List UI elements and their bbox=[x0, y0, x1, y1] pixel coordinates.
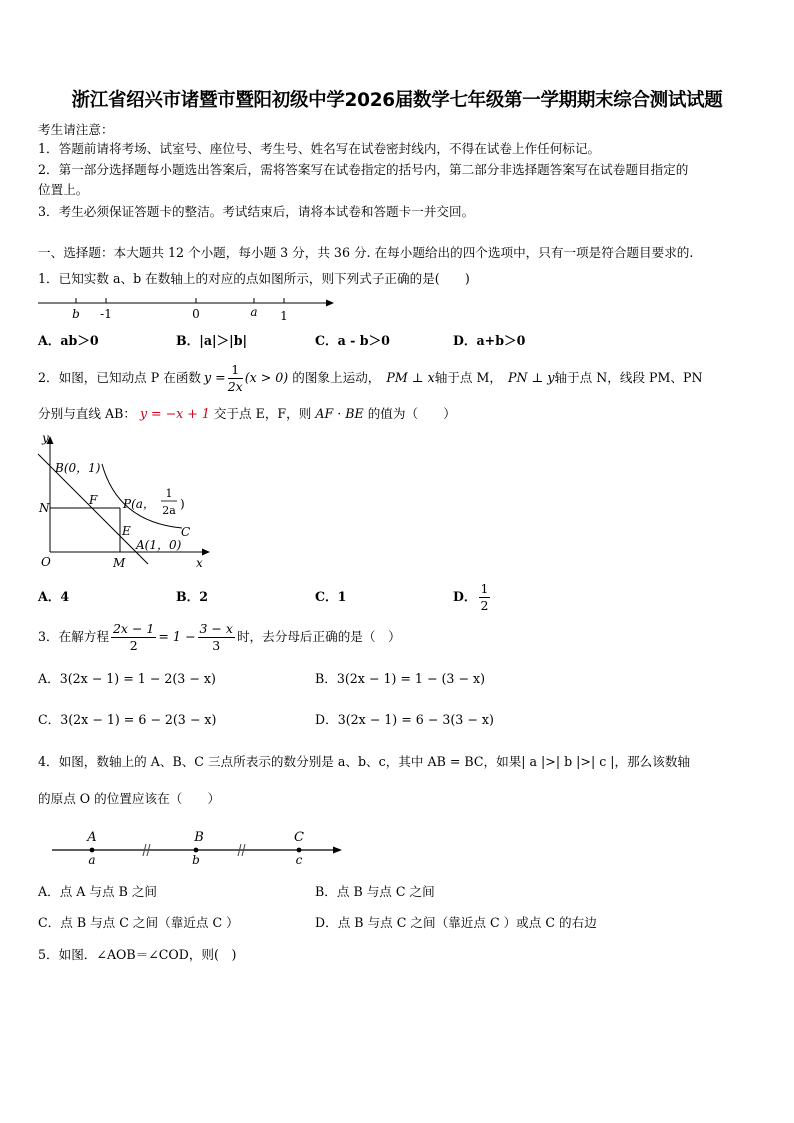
notice-item-1: 1．答题前请将考场、试室号、座位号、考生号、姓名写在试卷密封线内，不得在试卷上作任何标记。 bbox=[38, 141, 601, 156]
q2-stem-b: 的图象上运动， bbox=[292, 370, 381, 385]
q3-fraction-2 bbox=[198, 621, 235, 654]
q4-label-lower-b: b bbox=[192, 853, 200, 867]
q1-option-d: D．a+b＞0 bbox=[453, 333, 526, 348]
q2-option-d-label: D． bbox=[453, 589, 477, 604]
q2-figure bbox=[30, 428, 220, 576]
q2-label-x: x bbox=[196, 556, 203, 570]
q4-option-b: B．点 B 与点 C 之间 bbox=[315, 884, 435, 899]
q2-label-o: O bbox=[41, 555, 51, 569]
q3-option-b: B．3(2x − 1) = 1 − (3 − x) bbox=[315, 671, 486, 686]
q1-stem: 1．已知实数 a、b 在数轴上的对应的点如图所示，则下列式子正确的是( ) bbox=[38, 271, 470, 286]
q1-option-b: B．|a|＞|b| bbox=[176, 333, 248, 348]
q2-perp1: PM ⊥ x bbox=[386, 370, 435, 385]
q2-option-c: C．1 bbox=[315, 589, 347, 604]
q2-stem2-a: 分别与直线 AB： bbox=[38, 406, 136, 421]
q3-f1-num: 2x − 1 bbox=[112, 620, 155, 636]
q2-option-d-num: 1 bbox=[480, 580, 489, 596]
q3-option-d: D．3(2x − 1) = 6 − 3(3 − x) bbox=[315, 712, 494, 727]
q1-label-neg1: -1 bbox=[100, 307, 112, 321]
q4-stem-line2: 的原点 O 的位置应该在（ ） bbox=[38, 791, 221, 806]
q2-label-m: M bbox=[113, 556, 126, 570]
q1-number-line bbox=[36, 295, 336, 325]
q2-label-y: y bbox=[42, 431, 49, 445]
q2-func-den: 2x bbox=[227, 378, 243, 394]
q3-f2-den: 3 bbox=[212, 637, 221, 653]
q3-stem-b: 时，去分母后正确的是（ ） bbox=[236, 629, 401, 644]
q2-option-d-fraction bbox=[479, 581, 491, 614]
q2-stem-d: 轴于点 N，线段 PM、PN bbox=[554, 370, 703, 385]
q1-label-b: b bbox=[72, 307, 80, 321]
q4-stem-line1: 4．如图，数轴上的 A、B、C 三点所表示的数分别是 a、b、c，其中 AB = BC，如果| a |>| b |>| c |，那么该数轴 bbox=[38, 754, 691, 769]
q1-label-0: 0 bbox=[192, 307, 200, 321]
notice-item-3: 3．考生必须保证答题卡的整洁。考试结束后，请将本试卷和答题卡一并交回。 bbox=[38, 204, 475, 219]
section-heading: 一、选择题：本大题共 12 个小题，每小题 3 分，共 36 分. 在每小题给出的四个选项中，只有一项是符合题目要求的. bbox=[38, 245, 694, 260]
q2-label-n: N bbox=[39, 501, 50, 515]
q2-label-f: F bbox=[89, 493, 98, 507]
q3-stem-a: 3．在解方程 bbox=[38, 629, 109, 644]
q2-label-p: P(a， bbox=[123, 497, 155, 511]
q1-option-a: A．ab＞0 bbox=[38, 333, 99, 348]
q2-func-cond: (x > 0) bbox=[244, 370, 289, 385]
q4-label-upper-a: A bbox=[87, 830, 97, 845]
q2-stem-line1 bbox=[38, 359, 703, 397]
q2-label-p-den: 2a bbox=[162, 504, 176, 517]
q2-label-c: C bbox=[181, 525, 191, 539]
q2-label-a: A(1，0) bbox=[136, 538, 182, 552]
q3-f1-den: 2 bbox=[129, 637, 138, 653]
q3-option-a: A．3(2x − 1) = 1 − 2(3 − x) bbox=[38, 671, 216, 686]
q2-stem-c: 轴于点 M， bbox=[434, 370, 502, 385]
q5-stem: 5．如图．∠AOB＝∠COD，则( ) bbox=[38, 947, 237, 962]
q2-option-b: B．2 bbox=[176, 589, 209, 604]
q1-label-1: 1 bbox=[280, 309, 288, 323]
q2-label-p-num: 1 bbox=[165, 487, 173, 500]
q4-label-upper-c: C bbox=[294, 830, 304, 845]
q4-option-c: C．点 B 与点 C 之间（靠近点 C ） bbox=[38, 915, 239, 930]
q2-label-b: B(0，1) bbox=[55, 461, 101, 475]
exam-title: 浙江省绍兴市诸暨市暨阳初级中学2026届数学七年级第一学期期末综合测试试题 bbox=[71, 90, 723, 111]
q1-label-a: a bbox=[250, 305, 258, 319]
q3-fraction-1 bbox=[111, 621, 156, 654]
q4-label-lower-a: a bbox=[88, 853, 96, 867]
q2-func-y: y = bbox=[204, 370, 226, 385]
q2-func-num: 1 bbox=[228, 362, 243, 379]
q2-label-e: E bbox=[122, 524, 131, 538]
q2-line-eq: y = −x + 1 bbox=[139, 406, 210, 421]
q3-option-c: C．3(2x − 1) = 6 − 2(3 − x) bbox=[38, 712, 217, 727]
q3-eq-mid: = 1 − bbox=[158, 629, 196, 644]
q2-option-d-den: 2 bbox=[480, 597, 489, 613]
q2-option-d bbox=[453, 579, 492, 615]
q4-label-lower-c: c bbox=[295, 853, 303, 867]
q2-perp2: PN ⊥ y bbox=[508, 370, 555, 385]
notice-item-2-cont: 位置上。 bbox=[38, 182, 89, 197]
notice-header: 考生请注意： bbox=[38, 122, 114, 137]
q2-func-fraction bbox=[228, 362, 243, 395]
q2-stem-a: 2．如图，已知动点 P 在函数 bbox=[38, 370, 202, 385]
q2-product: AF · BE bbox=[315, 406, 364, 421]
q2-stem2-c: 的值为（ ） bbox=[367, 406, 456, 421]
q2-stem2-b: 交于点 E，F，则 bbox=[213, 406, 312, 421]
q2-label-p-close: ) bbox=[180, 497, 185, 511]
q4-label-upper-b: B bbox=[194, 830, 204, 845]
q4-option-a: A．点 A 与点 B 之间 bbox=[38, 884, 158, 899]
q2-option-a: A．4 bbox=[38, 589, 70, 604]
q3-f2-num: 3 − x bbox=[199, 620, 233, 636]
q4-option-d: D．点 B 与点 C 之间（靠近点 C ）或点 C 的右边 bbox=[315, 915, 597, 930]
q2-stem-line2 bbox=[38, 404, 456, 424]
notice-item-2: 2．第一部分选择题每小题选出答案后，需将答案写在试卷指定的括号内，第二部分非选择题答案写在试卷题目指定的 bbox=[38, 162, 689, 177]
q1-option-c: C．a - b＞0 bbox=[315, 333, 390, 348]
q4-number-line bbox=[48, 824, 348, 868]
q3-stem bbox=[38, 618, 401, 656]
